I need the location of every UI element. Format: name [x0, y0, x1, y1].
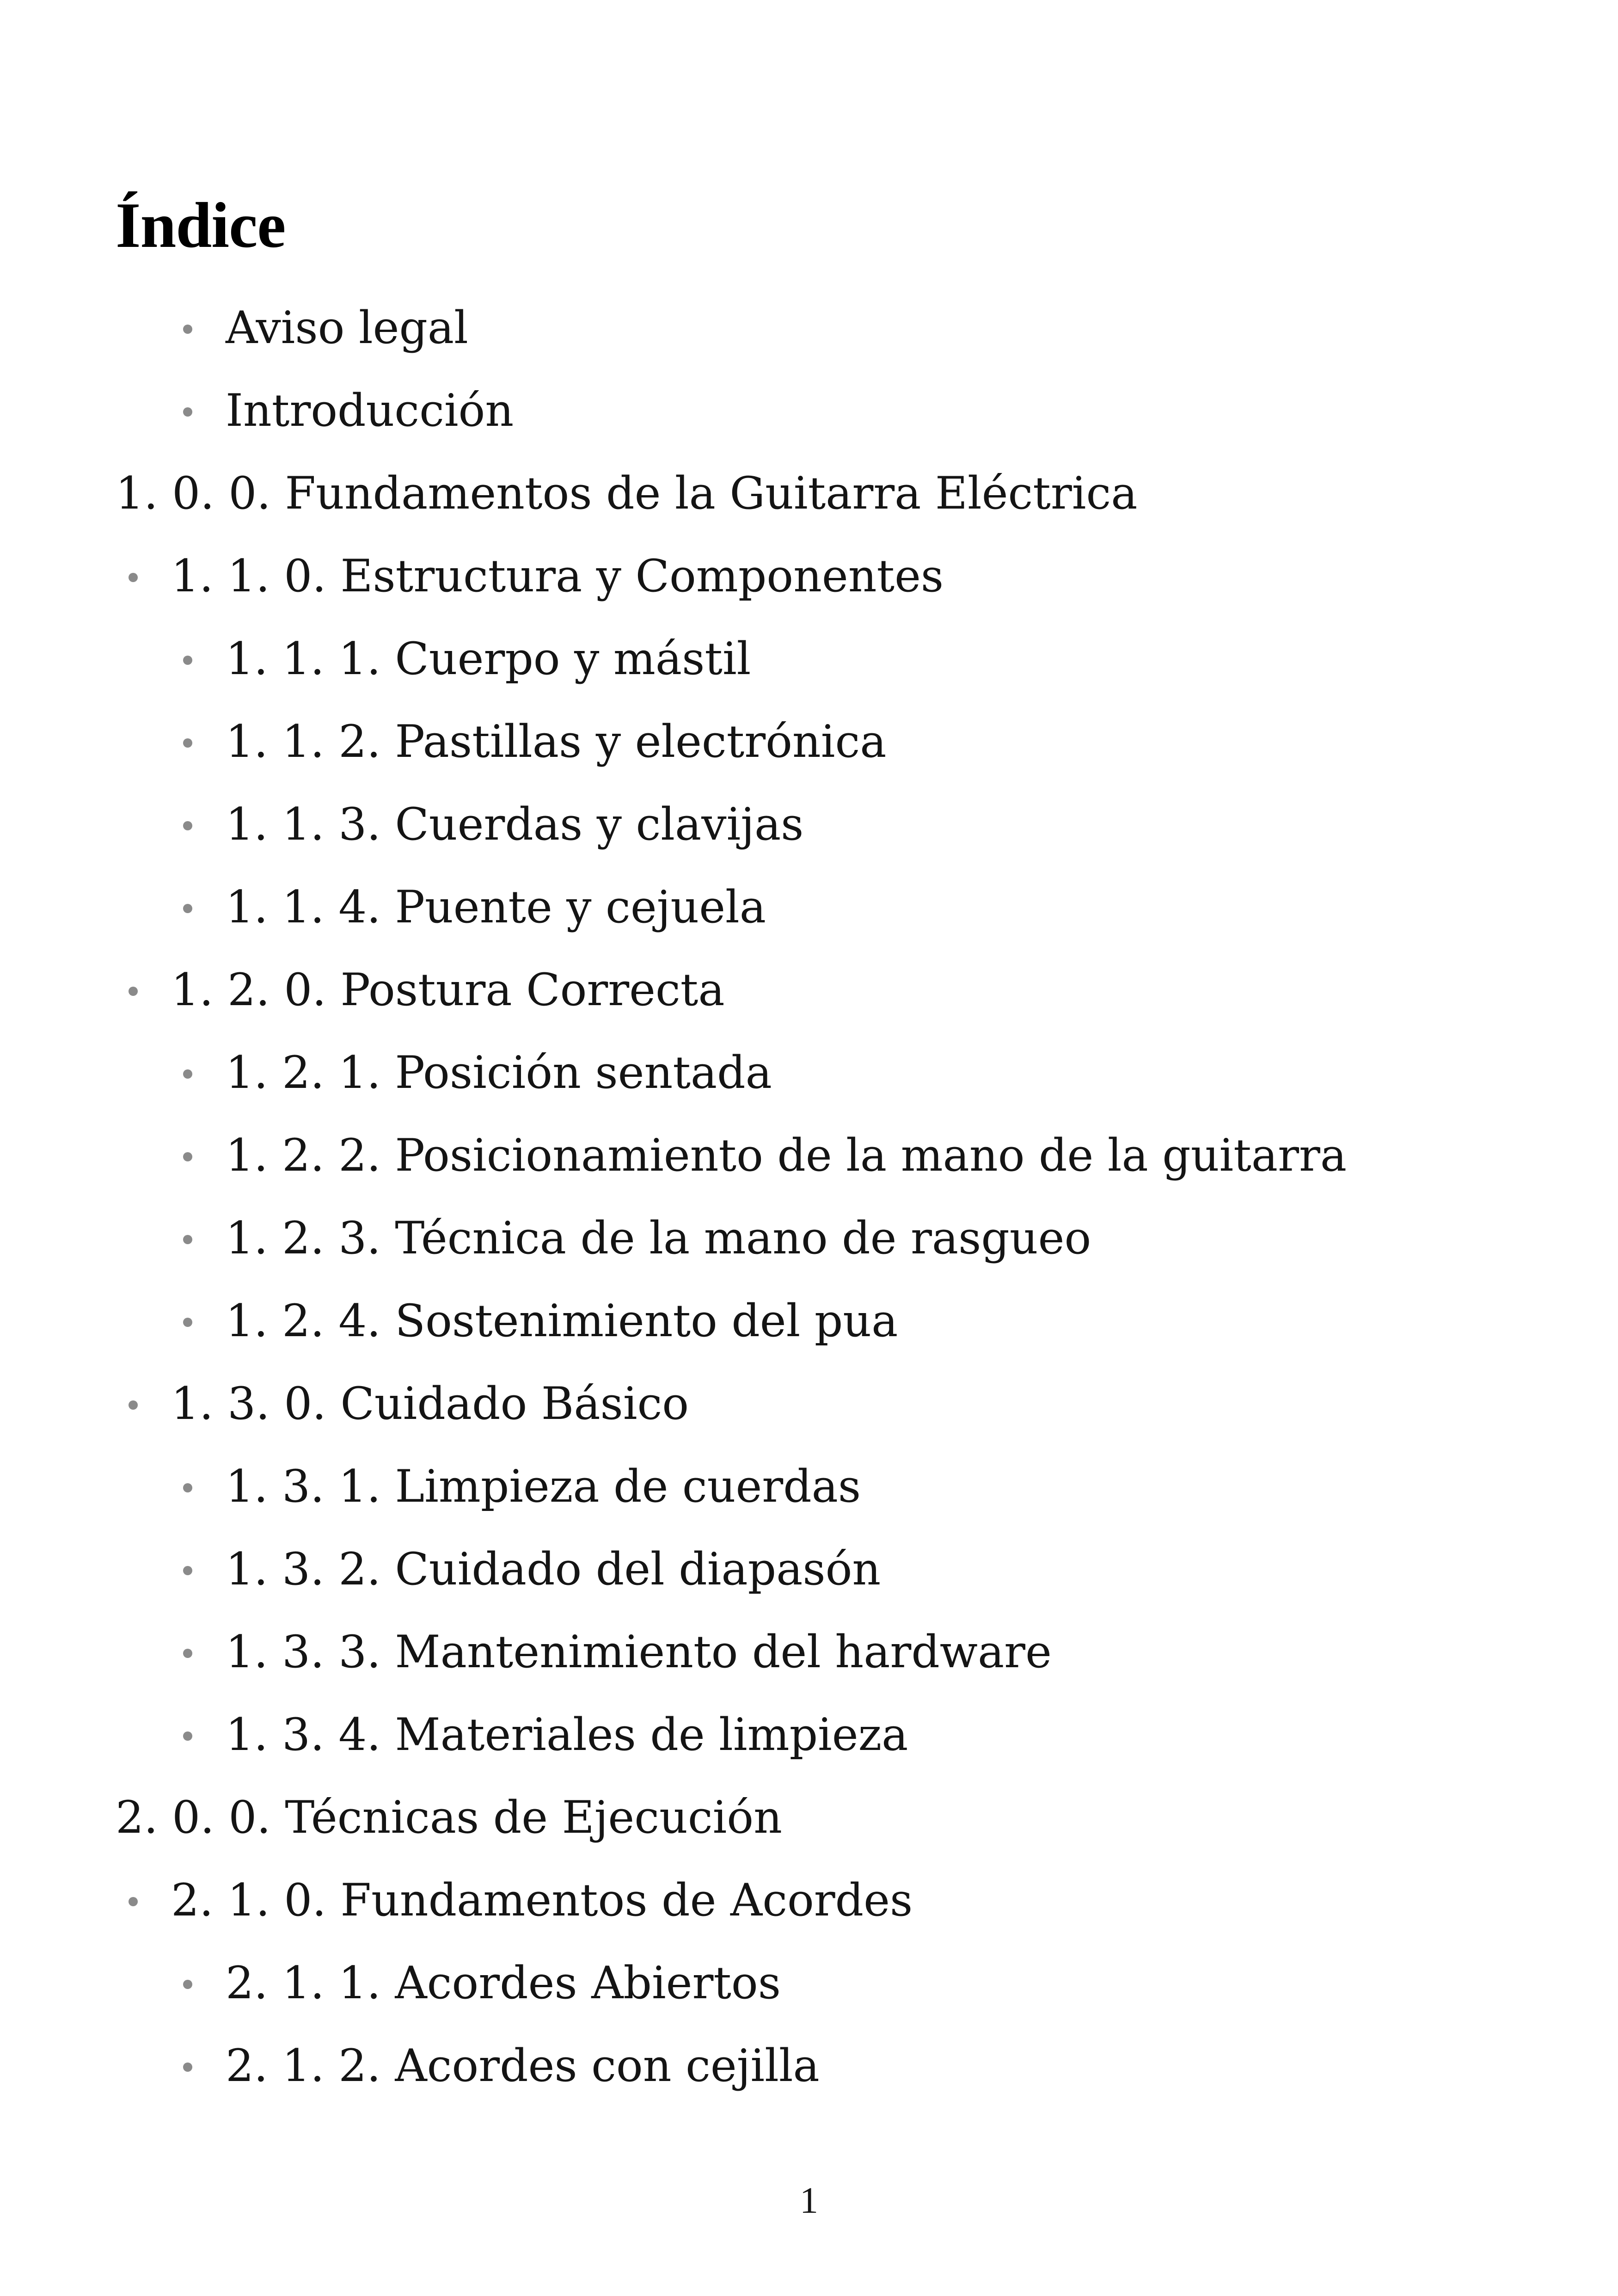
- toc-entry-label: Introducción: [226, 385, 514, 436]
- toc-entry[interactable]: [0, 1363, 1618, 1445]
- toc-entry-label: 1. 3. 4. Materiales de limpieza: [226, 1709, 908, 1761]
- toc-entry[interactable]: [0, 1197, 1618, 1280]
- toc-entry-label: 1. 1. 2. Pastillas y electrónica: [226, 716, 887, 767]
- bullet-icon: [183, 904, 192, 913]
- bullet-icon: [183, 1483, 192, 1492]
- toc-entry[interactable]: [0, 1280, 1618, 1363]
- toc-entry-label: 1. 1. 1. Cuerpo y mástil: [226, 633, 751, 685]
- bullet-icon: [129, 987, 138, 996]
- bullet-icon: [129, 573, 138, 582]
- toc-entry[interactable]: [0, 1942, 1618, 2025]
- toc-entry-label: 1. 3. 0. Cuidado Básico: [171, 1378, 689, 1430]
- toc-entry-label: 1. 3. 2. Cuidado del diapasón: [226, 1543, 881, 1595]
- toc-entry[interactable]: [0, 369, 1618, 452]
- toc-entry[interactable]: [0, 287, 1618, 369]
- toc-entry-label: 1. 2. 0. Postura Correcta: [171, 964, 725, 1016]
- bullet-icon: [183, 821, 192, 830]
- toc-entry-label: 1. 0. 0. Fundamentos de la Guitarra Eléctrica: [116, 467, 1138, 519]
- toc-entry[interactable]: [0, 535, 1618, 618]
- bullet-icon: [183, 738, 192, 748]
- toc-entry[interactable]: [0, 1445, 1618, 1528]
- bullet-icon: [183, 1566, 192, 1575]
- bullet-icon: [183, 656, 192, 665]
- toc-entry[interactable]: [0, 783, 1618, 866]
- toc-entry[interactable]: [0, 1528, 1618, 1611]
- bullet-icon: [129, 1897, 138, 1906]
- toc-entry-label: 2. 1. 2. Acordes con cejilla: [226, 2040, 820, 2092]
- bullet-icon: [183, 1069, 192, 1079]
- page-number: 1: [800, 2180, 818, 2221]
- toc-entry[interactable]: [0, 700, 1618, 783]
- toc-entry-label: 1. 3. 3. Mantenimiento del hardware: [226, 1626, 1052, 1678]
- toc-entry[interactable]: [0, 452, 1618, 535]
- bullet-icon: [129, 1400, 138, 1410]
- toc-entry-label: 1. 2. 2. Posicionamiento de la mano de la guitarra: [226, 1130, 1347, 1181]
- toc-entry[interactable]: [0, 1694, 1618, 1776]
- toc-entry-label: 1. 1. 0. Estructura y Componentes: [171, 550, 944, 602]
- table-of-contents: [0, 287, 1618, 2107]
- bullet-icon: [183, 2063, 192, 2072]
- toc-entry[interactable]: [0, 866, 1618, 949]
- toc-entry-label: 1. 2. 1. Posición sentada: [226, 1047, 772, 1099]
- bullet-icon: [183, 1980, 192, 1989]
- toc-title: Índice: [116, 190, 286, 261]
- toc-entry-label: 2. 0. 0. Técnicas de Ejecución: [116, 1792, 782, 1843]
- bullet-icon: [183, 1318, 192, 1327]
- toc-entry-label: 1. 1. 3. Cuerdas y clavijas: [226, 798, 804, 850]
- bullet-icon: [183, 1152, 192, 1161]
- toc-entry-label: 2. 1. 0. Fundamentos de Acordes: [171, 1874, 913, 1926]
- bullet-icon: [183, 1235, 192, 1244]
- toc-entry-label: 2. 1. 1. Acordes Abiertos: [226, 1957, 781, 2009]
- bullet-icon: [183, 325, 192, 334]
- toc-entry[interactable]: [0, 1859, 1618, 1942]
- toc-entry[interactable]: [0, 618, 1618, 700]
- toc-entry-label: 1. 2. 4. Sostenimiento del pua: [226, 1295, 898, 1347]
- bullet-icon: [183, 1649, 192, 1658]
- toc-entry[interactable]: [0, 1114, 1618, 1197]
- toc-entry-label: 1. 2. 3. Técnica de la mano de rasgueo: [226, 1212, 1091, 1264]
- toc-entry-label: 1. 3. 1. Limpieza de cuerdas: [226, 1461, 861, 1512]
- toc-entry[interactable]: [0, 1776, 1618, 1859]
- toc-entry[interactable]: [0, 2025, 1618, 2107]
- toc-entry[interactable]: [0, 1031, 1618, 1114]
- toc-entry[interactable]: [0, 949, 1618, 1031]
- toc-entry-label: Aviso legal: [226, 302, 468, 354]
- bullet-icon: [183, 407, 192, 417]
- toc-entry-label: 1. 1. 4. Puente y cejuela: [226, 881, 766, 933]
- bullet-icon: [183, 1731, 192, 1741]
- toc-entry[interactable]: [0, 1611, 1618, 1694]
